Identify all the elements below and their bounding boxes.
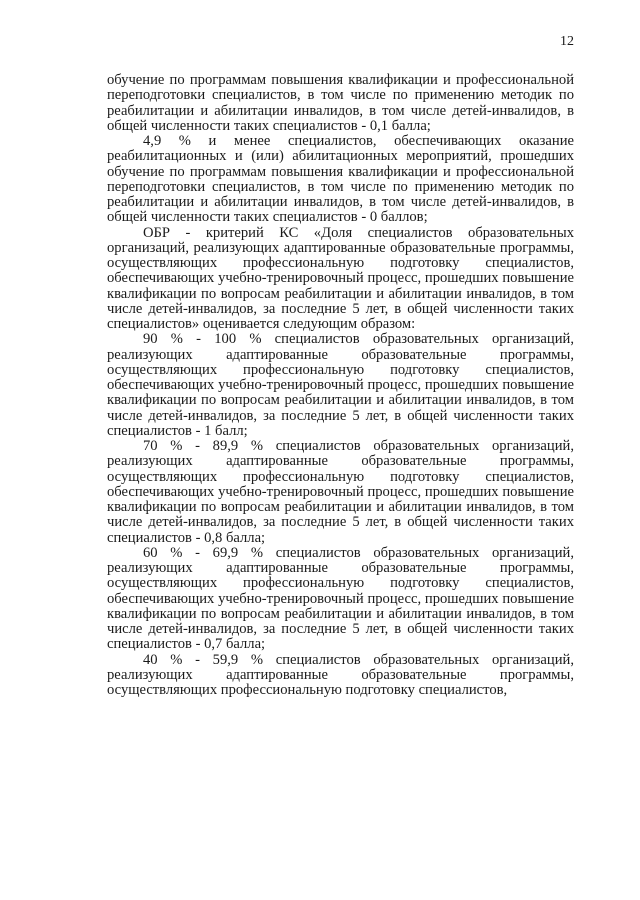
paragraph-score-40-59: 40 % - 59,9 % специалистов образовательных организаций, реализующих адаптированные образовательные программы, осуществляющих профессиональную подготовку специалистов, — [107, 651, 574, 698]
paragraph-obr-criterion: ОБР - критерий КС «Доля специалистов образовательных организаций, реализующих адаптированные образовательные программы, осуществляющих профессиональную подготовку специалистов, обеспечивающих учебно-тренировочный процесс, прошедших повышение квалификации по вопросам реабилитации и абилитации инвалидов, в том числе детей-инвалидов, за последние 5 лет, в общей численности таких специалистов» оценивается следующим образом: — [107, 224, 574, 332]
paragraph-score-90-100: 90 % - 100 % специалистов образовательных организаций, реализующих адаптированные образовательные программы, осуществляющих профессиональную подготовку специалистов, обеспечивающих учебно-тренировочный процесс, прошедших повышение квалификации по вопросам реабилитации и абилитации инвалидов, в том числе детей-инвалидов, за последние 5 лет, в общей численности таких специалистов - 1 балл; — [107, 331, 574, 439]
paragraph-continuation: обучение по программам повышения квалификации и профессиональной переподготовки специалистов, в том числе по применению методик по реабилитации и абилитации инвалидов, в том числе детей-инвалидов, в общей численности таких специалистов - 0,1 балла; — [107, 72, 574, 134]
page-number: 12 — [560, 34, 574, 49]
paragraph-score-70-89: 70 % - 89,9 % специалистов образовательных организаций, реализующих адаптированные образовательные программы, осуществляющих профессиональную подготовку специалистов, обеспечивающих учебно-тренировочный процесс, прошедших повышение квалификации по вопросам реабилитации и абилитации инвалидов, в том числе детей-инвалидов, за последние 5 лет, в общей численности таких специалистов - 0,8 балла; — [107, 438, 574, 546]
paragraph-score-60-69: 60 % - 69,9 % специалистов образовательных организаций, реализующих адаптированные образовательные программы, осуществляющих профессиональную подготовку специалистов, обеспечивающих учебно-тренировочный процесс, прошедших повышение квалификации по вопросам реабилитации и абилитации инвалидов, в том числе детей-инвалидов, за последние 5 лет, в общей численности таких специалистов - 0,7 балла; — [107, 544, 574, 653]
paragraph-score-0: 4,9 % и менее специалистов, обеспечивающих оказание реабилитационных и (или) абилитационных мероприятий, прошедших обучение по программам повышения квалификации и профессиональной переподготовки специалистов, в том числе по применению методик по реабилитации и абилитации инвалидов, в том числе детей-инвалидов, в общей численности таких специалистов - 0 баллов; — [107, 133, 574, 226]
document-body — [107, 73, 574, 698]
